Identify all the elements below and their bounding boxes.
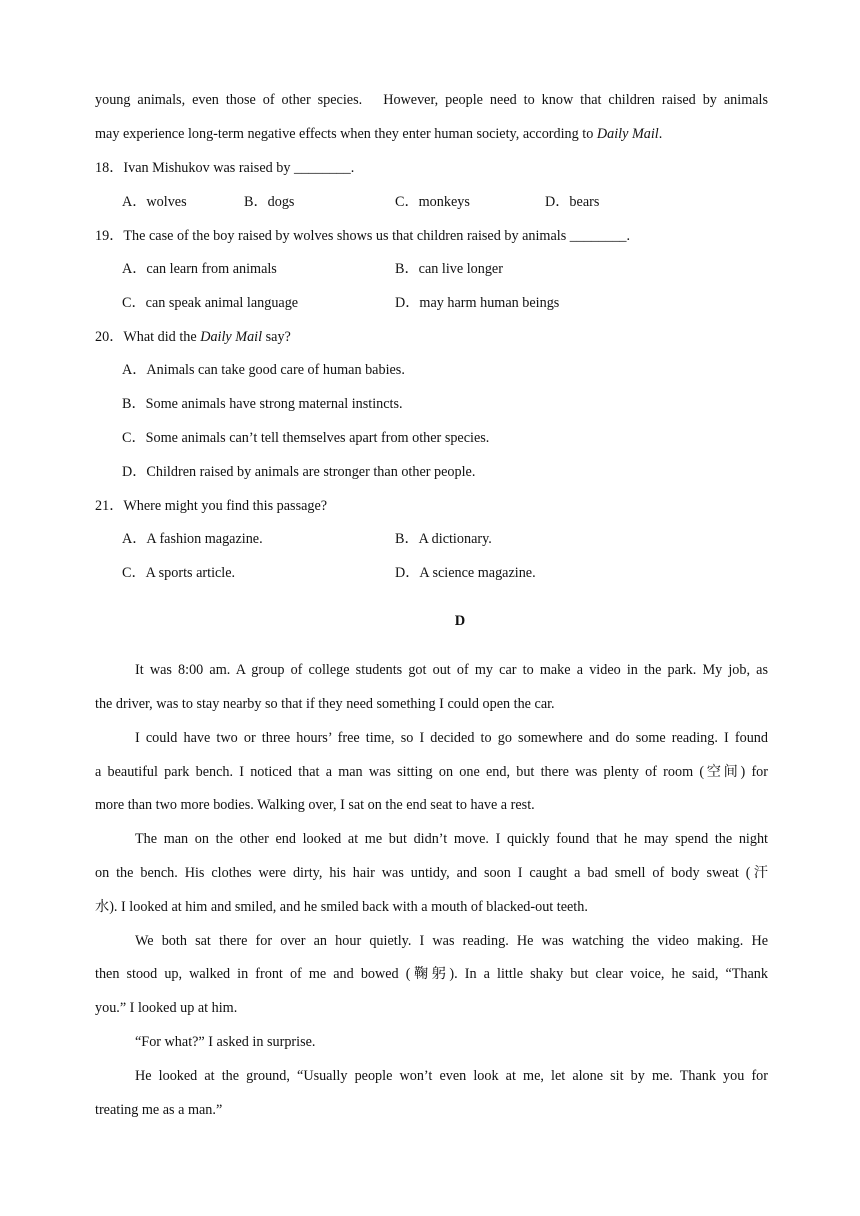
section-heading: D [454,613,466,629]
question-21-stem: 21．Where might you find this passage? [95,498,328,514]
question-18-stem: 18．Ivan Mishukov was raised by ________. [95,160,355,176]
question-21-option-b: B．A dictionary. [395,531,492,547]
passage-line: I could have two or three hours’ free time, so I decided to go somewhere and do some reading. I found [135,730,768,746]
question-20-option-b: B．Some animals have strong maternal instincts. [122,396,403,412]
passage-line: He looked at the ground, “Usually people won’t even look at me, let alone sit by me. Thank you for [135,1068,768,1084]
intro-line-2: may experience long-term negative effects when they enter human society, according to Daily Mail. [95,126,663,142]
question-20-option-a: A．Animals can take good care of human babies. [122,362,405,378]
question-20-option-c: C．Some animals can’t tell themselves apart from other species. [122,430,490,446]
question-18-option-d: D．bears [545,194,600,210]
intro-line-1: young animals, even those of other species. However, people need to know that children raised by animals [95,92,768,108]
question-19-option-d: D．may harm human beings [395,295,560,311]
passage-line: a beautiful park bench. I noticed that a man was sitting on one end, but there was plenty of room (空间) for [95,764,768,780]
passage-line: It was 8:00 am. A group of college students got out of my car to make a video in the park. My job, as [135,662,768,678]
source-title: Daily Mail [596,126,659,142]
passage-line: treating me as a man.” [95,1102,223,1118]
question-20-stem: 20．What did the Daily Mail say? [95,329,291,345]
passage-line: We both sat there for over an hour quietly. I was reading. He was watching the video making. He [135,933,768,949]
passage-line: you.” I looked up at him. [95,1000,238,1016]
passage-line: “For what?” I asked in surprise. [135,1034,316,1050]
question-19-option-b: B．can live longer [395,261,503,277]
source-title: Daily Mail [200,329,263,345]
question-21-option-a: A．A fashion magazine. [122,531,263,547]
question-18-option-b: B．dogs [244,194,295,210]
question-21-option-d: D．A science magazine. [395,565,536,581]
passage-line: more than two more bodies. Walking over, I sat on the end seat to have a rest. [95,797,535,813]
question-19-option-a: A．can learn from animals [122,261,277,277]
passage-line: The man on the other end looked at me but didn’t move. I quickly found that he may spend the night [135,831,768,847]
passage-line: then stood up, walked in front of me and bowed (鞠躬). In a little shaky but clear voice, he said, “Thank [95,966,768,982]
passage-line: the driver, was to stay nearby so that if they need something I could open the car. [95,696,555,712]
question-20-option-d: D．Children raised by animals are stronger than other people. [122,464,476,480]
passage-line: on the bench. His clothes were dirty, his hair was untidy, and soon I caught a bad smell of body sweat (汗 [95,865,768,881]
question-18-option-c: C．monkeys [395,194,470,210]
question-18-option-a: A．wolves [122,194,187,210]
question-21-option-c: C．A sports article. [122,565,236,581]
question-19-stem: 19．The case of the boy raised by wolves shows us that children raised by animals ________. [95,228,631,244]
passage-line: 水). I looked at him and smiled, and he smiled back with a mouth of blacked-out teeth. [95,899,588,915]
question-19-option-c: C．can speak animal language [122,295,299,311]
